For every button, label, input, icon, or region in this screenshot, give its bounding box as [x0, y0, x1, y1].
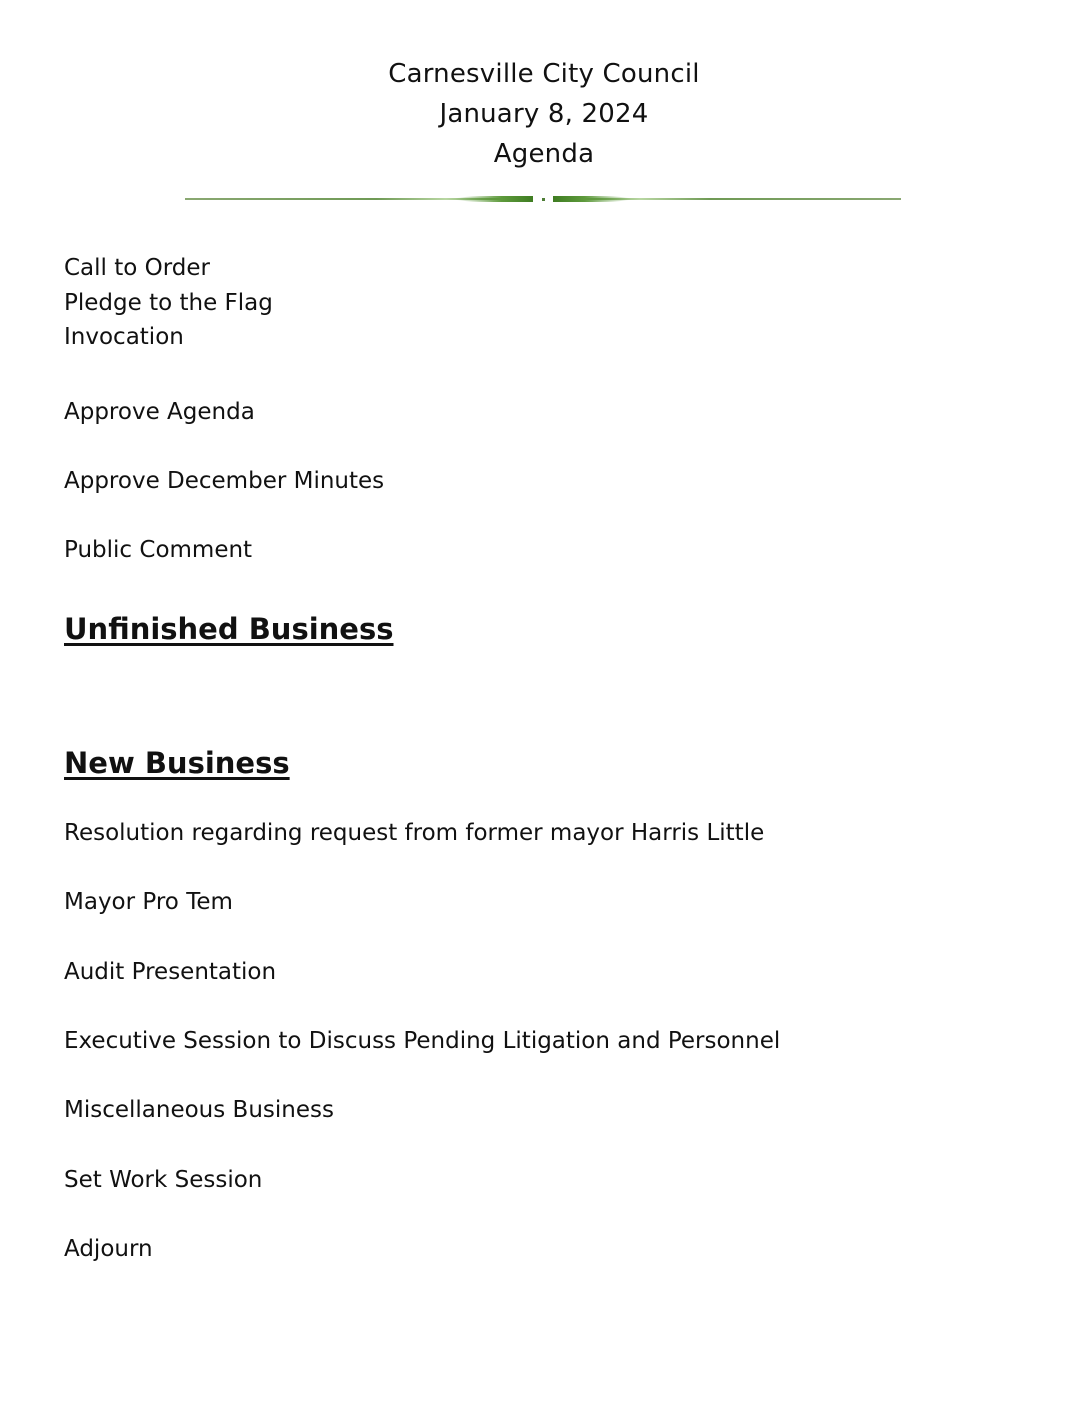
agenda-item-executive-session: Executive Session to Discuss Pending Litigation and Personnel	[64, 1028, 781, 1054]
divider-center-dot	[542, 198, 545, 201]
organization-name: Carnesville City Council	[388, 59, 700, 89]
agenda-item-pledge: Pledge to the Flag	[64, 290, 273, 316]
agenda-item-resolution: Resolution regarding request from former mayor Harris Little	[64, 820, 765, 846]
agenda-item-set-work-session: Set Work Session	[64, 1167, 263, 1193]
decorative-divider	[185, 194, 901, 204]
agenda-item-call-to-order: Call to Order	[64, 255, 211, 281]
agenda-item-public-comment: Public Comment	[64, 537, 253, 563]
agenda-item-audit-presentation: Audit Presentation	[64, 959, 277, 985]
agenda-item-mayor-pro-tem: Mayor Pro Tem	[64, 889, 233, 915]
divider-right-flourish	[553, 196, 631, 202]
section-heading-new-business: New Business	[64, 746, 290, 780]
agenda-item-approve-minutes: Approve December Minutes	[64, 468, 385, 494]
agenda-item-invocation: Invocation	[64, 324, 184, 350]
document-title: Agenda	[493, 139, 595, 169]
divider-left-flourish	[455, 196, 533, 202]
agenda-item-adjourn: Adjourn	[64, 1236, 153, 1262]
document-header	[0, 54, 1088, 174]
section-heading-unfinished-business: Unfinished Business	[64, 612, 394, 646]
agenda-item-miscellaneous-business: Miscellaneous Business	[64, 1097, 334, 1123]
meeting-date: January 8, 2024	[439, 99, 649, 129]
agenda-item-approve-agenda: Approve Agenda	[64, 399, 255, 425]
